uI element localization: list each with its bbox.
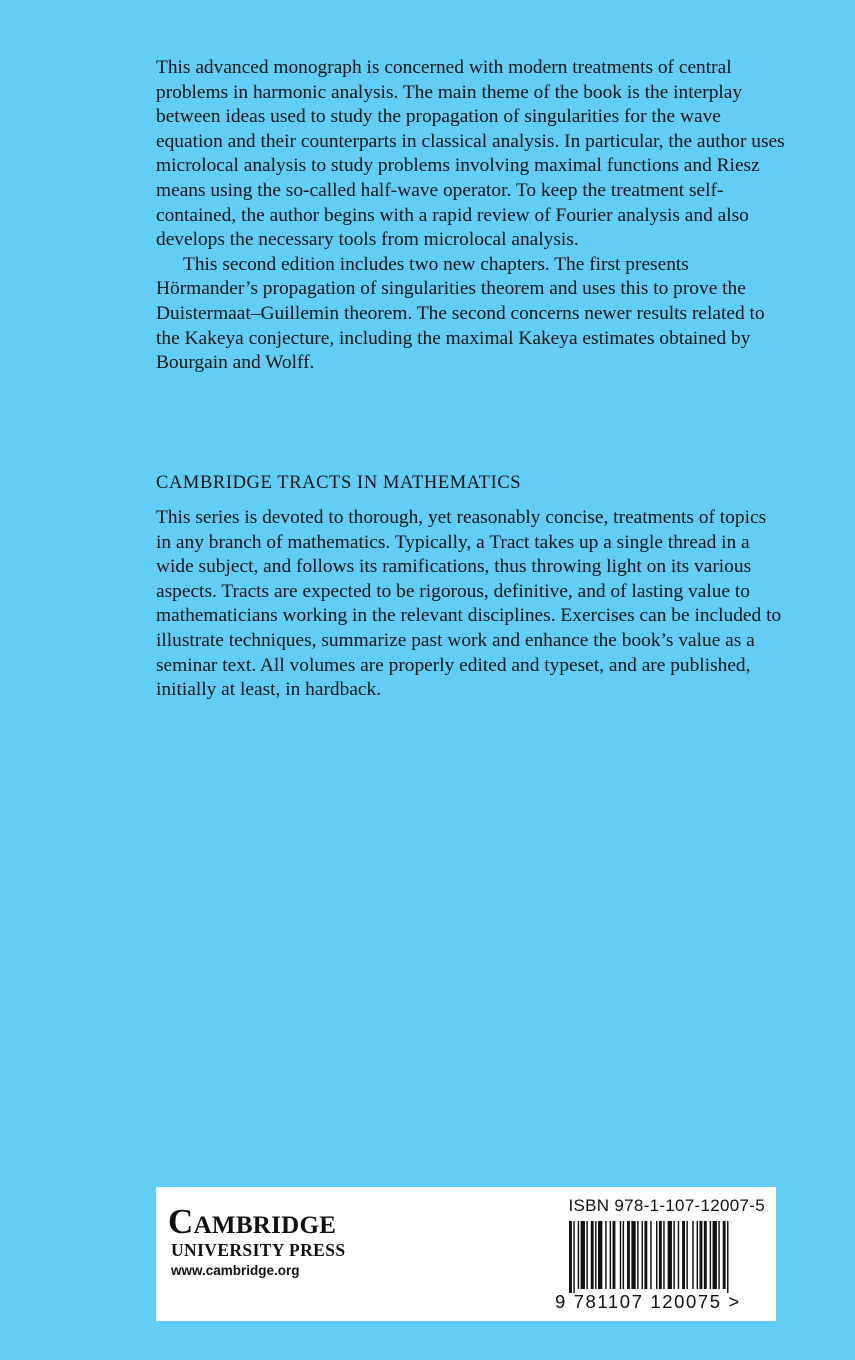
- barcode-bar: [642, 1221, 643, 1289]
- barcode-bar: [692, 1221, 693, 1289]
- barcode-bar: [682, 1221, 685, 1289]
- barcode-bar: [718, 1221, 719, 1289]
- barcode-bar: [631, 1221, 635, 1289]
- publisher-subtitle: UNIVERSITY PRESS: [171, 1240, 346, 1260]
- barcode-bar: [659, 1221, 662, 1289]
- publisher-website-link[interactable]: www.cambridge.org: [171, 1263, 300, 1278]
- barcode-bar: [578, 1221, 579, 1289]
- publisher-logo: [168, 1202, 346, 1281]
- barcode-bar: [673, 1221, 674, 1289]
- barcode-bar: [610, 1221, 611, 1289]
- series-heading: CAMBRIDGE TRACTS IN MATHEMATICS: [156, 473, 522, 493]
- barcode-bar: [723, 1221, 726, 1289]
- barcode-bar: [700, 1221, 703, 1289]
- barcode-bar: [569, 1221, 572, 1293]
- blurb-paragraph-2: This second edition includes two new chapters. The first presents Hörmander’s propagation of singularities theorem and uses this to prove the Duistermaat–Guillemin theorem. The second concerns newer results related to the Kakeya conjecture, including the maximal Kakeya estimates obtained by Bourgain and Wolff.: [156, 253, 765, 374]
- barcode-bar: [704, 1221, 707, 1289]
- barcode-bar: [727, 1221, 728, 1293]
- barcode-digits: 9 781107 120075 >: [555, 1291, 741, 1312]
- footer-panel: [156, 1187, 776, 1321]
- barcode-bar: [627, 1221, 630, 1289]
- barcode-bar: [656, 1221, 657, 1289]
- barcode-bar: [710, 1221, 711, 1289]
- barcode-bar: [686, 1221, 687, 1289]
- barcode-bar: [713, 1221, 717, 1289]
- barcode-bar: [605, 1221, 606, 1289]
- barcode-bar: [591, 1221, 594, 1289]
- barcode-bar: [620, 1221, 621, 1289]
- series-description: This series is devoted to thorough, yet reasonably concise, treatments of topics in any branch of mathematics. Typically, a Tract takes up a single thread in a wide subject, and follows its ramifications, thus throwing light on its various aspects. Tracts are expected to be rigorous, definitive, and of lasting value to mathematicians working in the relevant disciplines. Exercises can be included to illustrate techniques, summarize past work and enhance the book’s value as a seminar text. All volumes are properly edited and typeset, and are published, initially at least, in hardback.: [156, 507, 782, 701]
- blurb-paragraph-1: This advanced monograph is concerned with modern treatments of central problems in harmonic analysis. The main theme of the book is the interplay between ideas used to study the propagation of singularities for the wave equation and their counterparts in classical analysis. In particular, the author uses microlocal analysis to study problems involving maximal functions and Riesz means using the so-called half-wave operator. To keep the treatment self-contained, the author begins with a rapid review of Fourier analysis and also develops the necessary tools from microlocal analysis.: [156, 57, 785, 251]
- barcode-bar: [581, 1221, 585, 1289]
- barcode-bar: [623, 1221, 624, 1289]
- barcode-bar: [573, 1221, 574, 1293]
- book-blurb: [156, 56, 786, 376]
- barcode-bar: [613, 1221, 616, 1289]
- barcode-icon: [567, 1221, 753, 1293]
- barcode-bar: [650, 1221, 651, 1289]
- publisher-name: Cambridge: [168, 1202, 337, 1241]
- barcode-bar: [586, 1221, 587, 1289]
- barcode-bar: [668, 1221, 672, 1289]
- barcode-bar: [598, 1221, 602, 1289]
- series-description-block: [156, 506, 786, 703]
- barcode-bar: [644, 1221, 647, 1289]
- barcode-area: [555, 1196, 765, 1314]
- barcode-bar: [678, 1221, 679, 1289]
- barcode-bar: [637, 1221, 638, 1289]
- barcode-bar: [697, 1221, 698, 1289]
- barcode-bar: [595, 1221, 596, 1289]
- barcode-bar: [663, 1221, 664, 1289]
- isbn-label: ISBN 978-1-107-12007-5: [568, 1196, 765, 1215]
